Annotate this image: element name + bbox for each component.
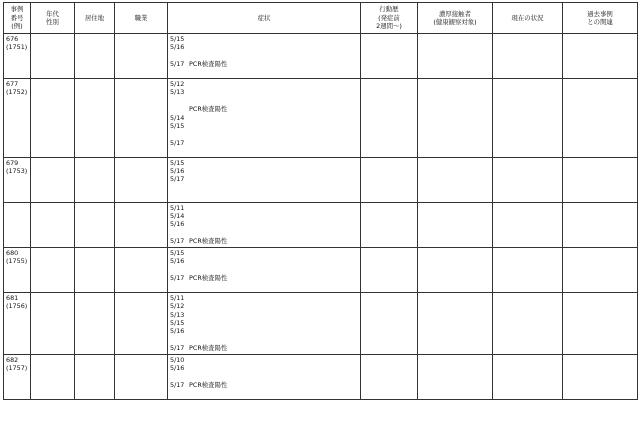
- column-header: 年代 性別: [31, 3, 75, 34]
- related-cases-cell: [563, 79, 638, 158]
- symptom-entry: [170, 60, 358, 68]
- age-sex-cell: [31, 34, 75, 79]
- symptom-entry: [170, 114, 358, 122]
- related-cases-cell: [563, 202, 638, 247]
- symptom-entry: [170, 266, 358, 274]
- residence-cell: [75, 157, 115, 202]
- symptom-date: 5/17: [170, 60, 185, 69]
- symptom-date: 5/15: [170, 248, 185, 257]
- symptom-entry: [170, 97, 358, 105]
- table-row: [4, 202, 638, 247]
- current-status-cell: [493, 34, 563, 79]
- symptom-entry: [170, 319, 358, 327]
- symptom-entry: [170, 130, 358, 138]
- related-cases-cell: [563, 34, 638, 79]
- case-id-cell: 681 (1756): [4, 292, 31, 354]
- symptom-text: PCR検査陽性: [189, 60, 228, 69]
- symptom-date: 5/15: [170, 122, 185, 131]
- symptom-entry: [170, 175, 358, 183]
- symptom-entry: [170, 167, 358, 175]
- column-header: 職業: [115, 3, 168, 34]
- symptoms-cell: [168, 292, 361, 354]
- symptom-entry: [170, 372, 358, 380]
- case-id-cell: 682 (1757): [4, 354, 31, 399]
- related-cases-cell: [563, 292, 638, 354]
- related-cases-cell: [563, 247, 638, 292]
- age-sex-cell: [31, 247, 75, 292]
- symptom-date: 5/17: [170, 380, 185, 389]
- symptom-entry: [170, 344, 358, 352]
- column-header: 濃厚接触者 (健康観察対象): [418, 3, 493, 34]
- occupation-cell: [115, 247, 168, 292]
- symptom-text: PCR検査陽性: [189, 273, 228, 282]
- symptom-date: 5/14: [170, 113, 185, 122]
- related-cases-cell: [563, 354, 638, 399]
- symptom-entry: [170, 35, 358, 43]
- symptom-entry: [170, 327, 358, 335]
- residence-cell: [75, 202, 115, 247]
- column-header: 現在の状況: [493, 3, 563, 34]
- symptom-entry: [170, 122, 358, 130]
- close-contacts-cell: [418, 79, 493, 158]
- travel-history-cell: [361, 202, 418, 247]
- symptom-entry: [170, 356, 358, 364]
- occupation-cell: [115, 292, 168, 354]
- symptom-text: PCR検査陽性: [189, 344, 228, 353]
- travel-history-cell: [361, 157, 418, 202]
- symptom-date: 5/15: [170, 35, 185, 43]
- symptom-date: 5/16: [170, 363, 185, 372]
- symptom-date: 5/13: [170, 310, 185, 319]
- symptom-entry: [170, 184, 358, 192]
- occupation-cell: [115, 202, 168, 247]
- symptom-entry: [170, 274, 358, 282]
- symptom-entry: [170, 257, 358, 265]
- symptom-entry: [170, 336, 358, 344]
- symptom-entry: [170, 249, 358, 257]
- symptom-date: 5/16: [170, 43, 185, 52]
- travel-history-cell: [361, 354, 418, 399]
- symptom-entry: [170, 311, 358, 319]
- table-row: [4, 79, 638, 158]
- symptom-entry: [170, 302, 358, 310]
- table-body: [4, 34, 638, 400]
- case-table: [3, 2, 638, 400]
- symptoms-cell: [168, 34, 361, 79]
- symptom-date: 5/11: [170, 203, 185, 212]
- column-header: 事例 番号 (例): [4, 3, 31, 34]
- symptom-date: 5/16: [170, 257, 185, 266]
- symptom-entry: [170, 139, 358, 147]
- symptoms-cell: [168, 202, 361, 247]
- symptom-text: PCR検査陽性: [189, 105, 228, 114]
- column-header: 居住地: [75, 3, 115, 34]
- symptom-text: PCR検査陽性: [189, 380, 228, 389]
- symptom-entry: [170, 364, 358, 372]
- symptom-entry: [170, 80, 358, 88]
- column-header: 症状: [168, 3, 361, 34]
- age-sex-cell: [31, 202, 75, 247]
- symptom-date: 5/15: [170, 318, 185, 327]
- residence-cell: [75, 34, 115, 79]
- symptom-date: 5/17: [170, 175, 185, 184]
- symptom-entry: [170, 159, 358, 167]
- current-status-cell: [493, 202, 563, 247]
- symptom-date: 5/11: [170, 293, 185, 302]
- age-sex-cell: [31, 292, 75, 354]
- symptom-entry: [170, 204, 358, 212]
- case-id-cell: [4, 202, 31, 247]
- case-id-cell: 679 (1753): [4, 157, 31, 202]
- occupation-cell: [115, 79, 168, 158]
- current-status-cell: [493, 79, 563, 158]
- residence-cell: [75, 292, 115, 354]
- symptom-entry: [170, 147, 358, 155]
- travel-history-cell: [361, 292, 418, 354]
- table-row: [4, 292, 638, 354]
- table-row: [4, 157, 638, 202]
- symptom-entry: [170, 220, 358, 228]
- symptoms-cell: [168, 354, 361, 399]
- symptom-date: 5/16: [170, 167, 185, 176]
- table-header-row: [4, 3, 638, 34]
- symptom-text: PCR検査陽性: [189, 237, 228, 246]
- residence-cell: [75, 354, 115, 399]
- symptom-date: 5/17: [170, 273, 185, 282]
- current-status-cell: [493, 157, 563, 202]
- symptom-entry: [170, 212, 358, 220]
- travel-history-cell: [361, 34, 418, 79]
- symptom-date: 5/12: [170, 80, 185, 88]
- symptom-entry: [170, 43, 358, 51]
- close-contacts-cell: [418, 34, 493, 79]
- symptom-entry: [170, 88, 358, 96]
- occupation-cell: [115, 354, 168, 399]
- symptoms-cell: [168, 247, 361, 292]
- symptom-entry: [170, 237, 358, 245]
- close-contacts-cell: [418, 292, 493, 354]
- symptom-date: 5/16: [170, 327, 185, 336]
- current-status-cell: [493, 292, 563, 354]
- close-contacts-cell: [418, 354, 493, 399]
- symptoms-cell: [168, 79, 361, 158]
- current-status-cell: [493, 247, 563, 292]
- close-contacts-cell: [418, 247, 493, 292]
- symptom-entry: [170, 52, 358, 60]
- age-sex-cell: [31, 354, 75, 399]
- close-contacts-cell: [418, 157, 493, 202]
- table-row: [4, 34, 638, 79]
- table-row: [4, 247, 638, 292]
- close-contacts-cell: [418, 202, 493, 247]
- symptom-entry: [170, 381, 358, 389]
- symptom-entry: [170, 294, 358, 302]
- symptom-date: 5/17: [170, 138, 185, 147]
- travel-history-cell: [361, 79, 418, 158]
- occupation-cell: [115, 34, 168, 79]
- column-header: 行動歴 (発症前 2週間～): [361, 3, 418, 34]
- case-id-cell: 676 (1751): [4, 34, 31, 79]
- symptom-entry: [170, 229, 358, 237]
- symptom-date: 5/15: [170, 158, 185, 167]
- related-cases-cell: [563, 157, 638, 202]
- age-sex-cell: [31, 157, 75, 202]
- column-header: 過去事例 との関連: [563, 3, 638, 34]
- symptom-date: 5/16: [170, 220, 185, 229]
- table-row: [4, 354, 638, 399]
- age-sex-cell: [31, 79, 75, 158]
- symptom-date: 5/17: [170, 237, 185, 246]
- case-id-cell: 680 (1755): [4, 247, 31, 292]
- case-id-cell: 677 (1752): [4, 79, 31, 158]
- symptom-date: 5/10: [170, 355, 185, 364]
- residence-cell: [75, 79, 115, 158]
- occupation-cell: [115, 157, 168, 202]
- symptom-date: 5/12: [170, 302, 185, 311]
- symptoms-cell: [168, 157, 361, 202]
- travel-history-cell: [361, 247, 418, 292]
- symptom-date: 5/17: [170, 344, 185, 353]
- residence-cell: [75, 247, 115, 292]
- symptom-entry: [170, 105, 358, 113]
- current-status-cell: [493, 354, 563, 399]
- symptom-date: 5/14: [170, 212, 185, 221]
- symptom-date: 5/13: [170, 88, 185, 97]
